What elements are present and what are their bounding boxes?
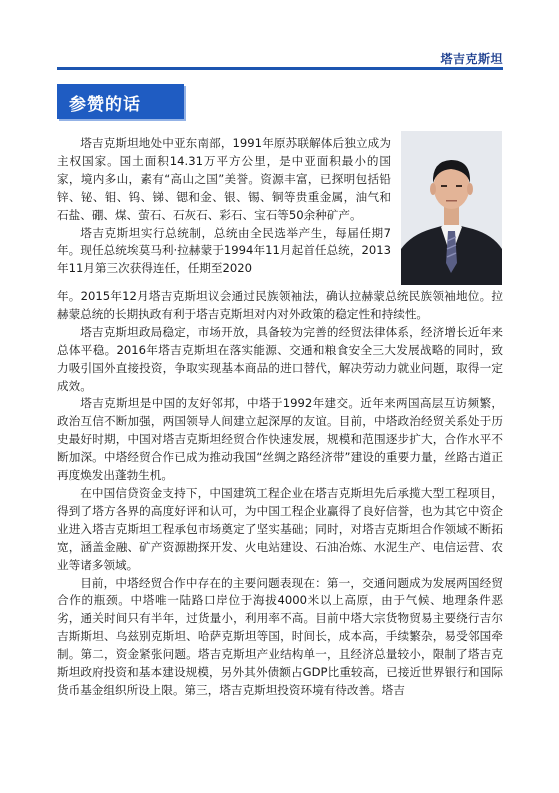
section-banner <box>57 84 184 119</box>
paragraph-problems: 目前，中塔经贸合作中存在的主要问题表现在：第一，交通问题成为发展两国经贸合作的瓶颈。中塔唯一陆路口岸位于海拔4000米以上高原，由于气候、地理条件恶劣，通关时间只有半年，过货量小，利用率不高。目前中塔大宗货物贸易主要绕行吉尔吉斯斯坦、乌兹别克斯坦、哈萨克斯坦等国，时间长，成本高，手续繁杂，易受邻国牵制。第二，资金紧张问题。塔吉克斯坦产业结构单一，且经济总量较小，限制了塔吉克斯坦政府投资和基本建设规模，另外其外债额占GDP比重较高，已接近世界银行和国际货币基金组织所设上限。第三，塔吉克斯坦投资环境有待改善。塔吉 <box>57 575 503 697</box>
paragraph-economy: 塔吉克斯坦政局稳定，市场开放，具备较为完善的经贸法律体系，经济增长近年来总体平稳。2016年塔吉克斯坦在落实能源、交通和粮食安全三大发展战略的同时，致力吸引国外直接投资，争取实现基本商品的进口替代，解决劳动力就业问题，取得一定成效。 <box>57 324 503 393</box>
paragraph-overview: 塔吉克斯坦地处中亚东南部，1991年原苏联解体后独立成为主权国家。国土面积14.31万平方公里，是中亚面积最小的国家，境内多山，素有“高山之国”美誉。资源丰富，已探明包括铅锌、铋、钼、钨、锑、锶和金、银、锡、铜等贵重金属，油气和石盐、硼、煤、萤石、石灰石、彩石、宝石等50余种矿产。 <box>57 136 391 222</box>
intro-text-wrapped <box>57 135 391 278</box>
header-divider <box>57 67 503 70</box>
header-country-title: 塔吉克斯坦 <box>440 52 503 66</box>
paragraph-relations: 塔吉克斯坦是中国的友好邻邦，中塔于1992年建交。近年来两国高层互访频繁，政治互信不断加强，两国领导人间建立起深厚的友谊。目前，中塔政治经贸关系处于历史最好时期，中国对塔吉克斯坦经贸合作快速发展，规模和范围逐步扩大，合作水平不断加深。中塔经贸合作已成为推动我国“丝绸之路经济带”建设的重要力量，丝路古道正再度焕发出蓬勃生机。 <box>57 396 503 483</box>
paragraph-projects: 在中国信贷资金支持下，中国建筑工程企业在塔吉克斯坦先后承揽大型工程项目，得到了塔方各界的高度好评和认可，为中国工程企业赢得了良好信誉，也为其它中资企业进入塔吉克斯坦工程承包市场奠定了坚实基础；同时，对塔吉克斯坦合作领域不断拓宽，涵盖金融、矿产资源勘探开发、火电站建设、石油冶炼、水泥生产、电信运营、农业等诸多领域。 <box>57 485 503 572</box>
counselor-portrait <box>401 131 502 285</box>
paragraph-politics: 塔吉克斯坦实行总统制，总统由全民选举产生，每届任期7年。现任总统埃莫马利·拉赫蒙于1994年11月起首任总统，2013年11月第三次获得连任，任期至2020 <box>57 225 391 276</box>
paragraph-politics-cont: 年。2015年12月塔吉克斯坦议会通过民族领袖法，确认拉赫蒙总统民族领袖地位。拉赫蒙总统的长期执政有利于塔吉克斯坦对内对外政策的稳定性和持续性。 <box>57 289 503 321</box>
section-title: 参赞的话 <box>69 95 141 115</box>
body-text <box>57 288 503 700</box>
portrait-illustration <box>401 131 502 285</box>
